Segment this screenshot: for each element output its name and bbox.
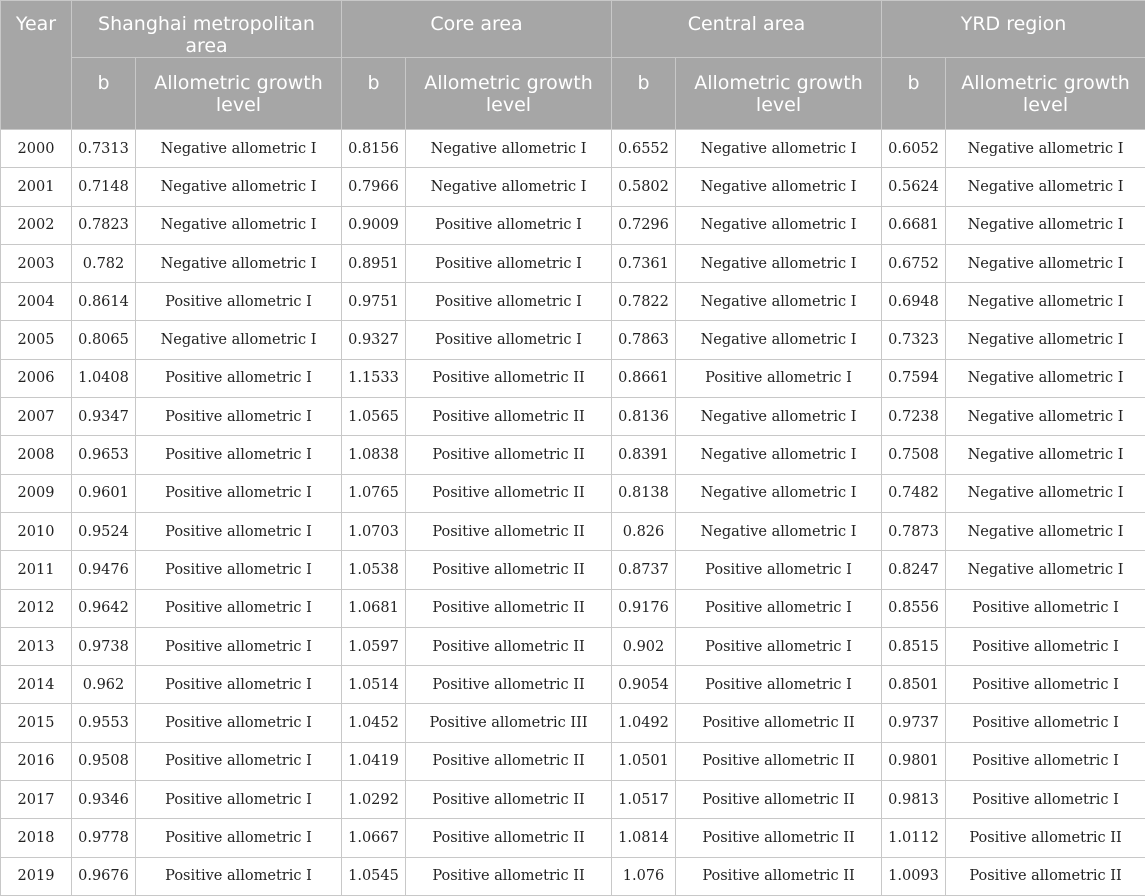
- table-row: [1, 781, 1145, 819]
- growth-level-cell: Positive allometric II: [406, 627, 612, 665]
- b-value-cell: 0.6552: [612, 130, 676, 168]
- growth-level-cell: Negative allometric I: [676, 474, 882, 512]
- growth-level-cell: Positive allometric II: [406, 512, 612, 550]
- b-value-cell: 1.0501: [612, 742, 676, 780]
- growth-level-cell: Positive allometric II: [406, 819, 612, 857]
- growth-level-cell: Negative allometric I: [946, 359, 1145, 397]
- table-row: [1, 321, 1145, 359]
- b-value-cell: 1.0452: [342, 704, 406, 742]
- growth-level-cell: Positive allometric I: [676, 666, 882, 704]
- b-value-cell: 0.9801: [882, 742, 946, 780]
- b-value-cell: 0.9553: [72, 704, 136, 742]
- growth-level-cell: Positive allometric I: [136, 742, 342, 780]
- b-value-cell: 0.8515: [882, 627, 946, 665]
- b-value-cell: 1.0703: [342, 512, 406, 550]
- b-value-cell: 0.9054: [612, 666, 676, 704]
- year-cell: 2006: [1, 359, 72, 397]
- growth-level-cell: Positive allometric I: [946, 666, 1145, 704]
- year-cell: 2000: [1, 130, 72, 168]
- growth-level-cell: Positive allometric II: [406, 589, 612, 627]
- growth-level-cell: Positive allometric II: [676, 704, 882, 742]
- table-row: [1, 512, 1145, 550]
- table-row: [1, 474, 1145, 512]
- b-value-cell: 1.0492: [612, 704, 676, 742]
- year-cell: 2009: [1, 474, 72, 512]
- growth-level-cell: Negative allometric I: [676, 436, 882, 474]
- b-value-cell: 1.0419: [342, 742, 406, 780]
- table-row: [1, 398, 1145, 436]
- growth-level-cell: Negative allometric I: [136, 244, 342, 282]
- b-value-cell: 0.9346: [72, 781, 136, 819]
- growth-level-cell: Negative allometric I: [946, 398, 1145, 436]
- table-row: [1, 666, 1145, 704]
- year-cell: 2011: [1, 551, 72, 589]
- year-cell: 2012: [1, 589, 72, 627]
- b-value-cell: 0.6948: [882, 283, 946, 321]
- b-header: b: [72, 58, 136, 130]
- b-value-cell: 0.9508: [72, 742, 136, 780]
- year-cell: 2007: [1, 398, 72, 436]
- b-value-cell: 0.7873: [882, 512, 946, 550]
- growth-level-cell: Negative allometric I: [136, 168, 342, 206]
- year-cell: 2005: [1, 321, 72, 359]
- growth-level-cell: Positive allometric I: [136, 781, 342, 819]
- b-value-cell: 0.7148: [72, 168, 136, 206]
- b-value-cell: 1.0112: [882, 819, 946, 857]
- table-body: [1, 130, 1145, 896]
- b-value-cell: 0.9176: [612, 589, 676, 627]
- b-value-cell: 1.076: [612, 857, 676, 895]
- b-value-cell: 1.0667: [342, 819, 406, 857]
- growth-level-cell: Negative allometric I: [136, 321, 342, 359]
- group-header-core: Core area: [342, 1, 612, 58]
- growth-level-cell: Positive allometric III: [406, 704, 612, 742]
- growth-level-cell: Negative allometric I: [946, 283, 1145, 321]
- table-row: [1, 283, 1145, 321]
- b-value-cell: 0.9476: [72, 551, 136, 589]
- b-value-cell: 0.9737: [882, 704, 946, 742]
- b-value-cell: 0.7508: [882, 436, 946, 474]
- b-value-cell: 0.8136: [612, 398, 676, 436]
- table-row: [1, 589, 1145, 627]
- growth-level-cell: Positive allometric I: [136, 436, 342, 474]
- b-value-cell: 0.782: [72, 244, 136, 282]
- b-value-cell: 0.8661: [612, 359, 676, 397]
- b-value-cell: 0.7313: [72, 130, 136, 168]
- level-header: Allometric growth level: [676, 58, 882, 130]
- b-value-cell: 0.5802: [612, 168, 676, 206]
- growth-level-cell: Negative allometric I: [946, 206, 1145, 244]
- table-row: [1, 436, 1145, 474]
- b-value-cell: 0.9738: [72, 627, 136, 665]
- b-value-cell: 0.9751: [342, 283, 406, 321]
- growth-level-cell: Negative allometric I: [406, 168, 612, 206]
- growth-level-cell: Positive allometric I: [136, 589, 342, 627]
- growth-level-cell: Negative allometric I: [676, 512, 882, 550]
- header-row-columns: [1, 58, 1145, 130]
- growth-level-cell: Positive allometric I: [136, 704, 342, 742]
- level-header: Allometric growth level: [406, 58, 612, 130]
- year-cell: 2003: [1, 244, 72, 282]
- growth-level-cell: Positive allometric II: [676, 781, 882, 819]
- b-value-cell: 1.0292: [342, 781, 406, 819]
- year-cell: 2018: [1, 819, 72, 857]
- growth-level-cell: Negative allometric I: [946, 130, 1145, 168]
- growth-level-cell: Positive allometric II: [676, 742, 882, 780]
- growth-level-cell: Positive allometric I: [136, 627, 342, 665]
- b-value-cell: 0.7863: [612, 321, 676, 359]
- growth-level-cell: Positive allometric II: [676, 857, 882, 895]
- growth-level-cell: Positive allometric I: [946, 589, 1145, 627]
- growth-level-cell: Positive allometric II: [406, 436, 612, 474]
- b-value-cell: 0.9778: [72, 819, 136, 857]
- year-cell: 2014: [1, 666, 72, 704]
- table-row: [1, 819, 1145, 857]
- b-value-cell: 0.826: [612, 512, 676, 550]
- b-value-cell: 0.8951: [342, 244, 406, 282]
- b-value-cell: 0.8556: [882, 589, 946, 627]
- b-value-cell: 1.0565: [342, 398, 406, 436]
- growth-level-cell: Positive allometric I: [406, 244, 612, 282]
- level-header: Allometric growth level: [946, 58, 1145, 130]
- table-row: [1, 857, 1145, 895]
- year-cell: 2017: [1, 781, 72, 819]
- table-row: [1, 704, 1145, 742]
- b-value-cell: 0.8391: [612, 436, 676, 474]
- b-value-cell: 0.9653: [72, 436, 136, 474]
- b-value-cell: 1.0597: [342, 627, 406, 665]
- year-cell: 2010: [1, 512, 72, 550]
- b-value-cell: 0.7823: [72, 206, 136, 244]
- b-value-cell: 0.6752: [882, 244, 946, 282]
- table-row: [1, 551, 1145, 589]
- table-row: [1, 742, 1145, 780]
- header-row-groups: [1, 1, 1145, 58]
- growth-level-cell: Negative allometric I: [406, 130, 612, 168]
- growth-level-cell: Negative allometric I: [676, 321, 882, 359]
- b-value-cell: 0.5624: [882, 168, 946, 206]
- b-value-cell: 1.0538: [342, 551, 406, 589]
- growth-level-cell: Negative allometric I: [946, 321, 1145, 359]
- b-value-cell: 1.0517: [612, 781, 676, 819]
- b-value-cell: 1.0765: [342, 474, 406, 512]
- growth-level-cell: Negative allometric I: [946, 436, 1145, 474]
- growth-level-cell: Negative allometric I: [676, 398, 882, 436]
- growth-level-cell: Positive allometric I: [946, 742, 1145, 780]
- year-cell: 2016: [1, 742, 72, 780]
- growth-level-cell: Positive allometric I: [136, 666, 342, 704]
- growth-level-cell: Positive allometric I: [676, 589, 882, 627]
- b-header: b: [342, 58, 406, 130]
- growth-level-cell: Positive allometric I: [136, 398, 342, 436]
- growth-level-cell: Positive allometric I: [136, 512, 342, 550]
- b-value-cell: 0.9676: [72, 857, 136, 895]
- group-header-yrd: YRD region: [882, 1, 1145, 58]
- b-value-cell: 1.0408: [72, 359, 136, 397]
- b-value-cell: 0.7296: [612, 206, 676, 244]
- table-row: [1, 130, 1145, 168]
- year-cell: 2002: [1, 206, 72, 244]
- b-value-cell: 0.8138: [612, 474, 676, 512]
- b-value-cell: 1.1533: [342, 359, 406, 397]
- b-value-cell: 0.7323: [882, 321, 946, 359]
- growth-level-cell: Negative allometric I: [946, 512, 1145, 550]
- growth-level-cell: Positive allometric II: [946, 857, 1145, 895]
- table-row: [1, 244, 1145, 282]
- growth-level-cell: Negative allometric I: [136, 130, 342, 168]
- table-row: [1, 359, 1145, 397]
- b-value-cell: 1.0681: [342, 589, 406, 627]
- growth-level-cell: Negative allometric I: [946, 474, 1145, 512]
- growth-level-cell: Positive allometric II: [406, 398, 612, 436]
- growth-level-cell: Positive allometric II: [406, 857, 612, 895]
- growth-level-cell: Positive allometric II: [406, 742, 612, 780]
- growth-level-cell: Negative allometric I: [676, 168, 882, 206]
- b-header: b: [612, 58, 676, 130]
- group-header-shanghai: Shanghai metropolitan area: [72, 1, 342, 58]
- growth-level-cell: Positive allometric II: [406, 359, 612, 397]
- growth-level-cell: Negative allometric I: [946, 244, 1145, 282]
- b-value-cell: 0.962: [72, 666, 136, 704]
- b-value-cell: 0.6052: [882, 130, 946, 168]
- growth-level-cell: Positive allometric I: [406, 321, 612, 359]
- year-header: Year: [1, 1, 72, 130]
- growth-level-cell: Negative allometric I: [136, 206, 342, 244]
- growth-level-cell: Positive allometric I: [136, 474, 342, 512]
- group-header-central: Central area: [612, 1, 882, 58]
- b-value-cell: 0.9327: [342, 321, 406, 359]
- b-value-cell: 0.7361: [612, 244, 676, 282]
- growth-level-cell: Positive allometric I: [406, 206, 612, 244]
- growth-level-cell: Negative allometric I: [676, 244, 882, 282]
- growth-level-cell: Positive allometric I: [136, 819, 342, 857]
- growth-level-cell: Positive allometric I: [946, 704, 1145, 742]
- growth-level-cell: Positive allometric II: [406, 474, 612, 512]
- year-cell: 2001: [1, 168, 72, 206]
- growth-level-cell: Positive allometric II: [676, 819, 882, 857]
- b-value-cell: 0.9601: [72, 474, 136, 512]
- b-value-cell: 0.8737: [612, 551, 676, 589]
- level-header: Allometric growth level: [136, 58, 342, 130]
- b-value-cell: 1.0814: [612, 819, 676, 857]
- b-value-cell: 0.8065: [72, 321, 136, 359]
- growth-level-cell: Negative allometric I: [676, 283, 882, 321]
- growth-level-cell: Positive allometric II: [406, 551, 612, 589]
- growth-level-cell: Positive allometric I: [136, 551, 342, 589]
- growth-level-cell: Positive allometric II: [946, 819, 1145, 857]
- growth-level-cell: Negative allometric I: [676, 206, 882, 244]
- b-value-cell: 0.6681: [882, 206, 946, 244]
- table-row: [1, 206, 1145, 244]
- b-value-cell: 0.8614: [72, 283, 136, 321]
- b-value-cell: 0.7238: [882, 398, 946, 436]
- growth-level-cell: Positive allometric I: [406, 283, 612, 321]
- b-value-cell: 0.9813: [882, 781, 946, 819]
- b-value-cell: 0.9642: [72, 589, 136, 627]
- growth-level-cell: Positive allometric I: [946, 781, 1145, 819]
- growth-level-cell: Negative allometric I: [946, 168, 1145, 206]
- year-cell: 2015: [1, 704, 72, 742]
- b-header: b: [882, 58, 946, 130]
- year-cell: 2019: [1, 857, 72, 895]
- b-value-cell: 0.7966: [342, 168, 406, 206]
- growth-level-cell: Positive allometric II: [406, 781, 612, 819]
- b-value-cell: 0.8247: [882, 551, 946, 589]
- year-cell: 2004: [1, 283, 72, 321]
- growth-level-cell: Positive allometric I: [136, 359, 342, 397]
- b-value-cell: 0.9347: [72, 398, 136, 436]
- growth-level-cell: Positive allometric I: [676, 627, 882, 665]
- growth-level-cell: Positive allometric II: [406, 666, 612, 704]
- table-row: [1, 168, 1145, 206]
- growth-level-cell: Positive allometric I: [136, 283, 342, 321]
- growth-level-cell: Positive allometric I: [676, 551, 882, 589]
- b-value-cell: 0.7482: [882, 474, 946, 512]
- b-value-cell: 0.902: [612, 627, 676, 665]
- year-cell: 2008: [1, 436, 72, 474]
- growth-level-cell: Negative allometric I: [676, 130, 882, 168]
- b-value-cell: 0.8156: [342, 130, 406, 168]
- table-row: [1, 627, 1145, 665]
- growth-level-cell: Positive allometric I: [946, 627, 1145, 665]
- growth-level-cell: Positive allometric I: [136, 857, 342, 895]
- b-value-cell: 0.7822: [612, 283, 676, 321]
- growth-level-cell: Positive allometric I: [676, 359, 882, 397]
- growth-level-cell: Negative allometric I: [946, 551, 1145, 589]
- b-value-cell: 0.9524: [72, 512, 136, 550]
- b-value-cell: 1.0838: [342, 436, 406, 474]
- b-value-cell: 1.0514: [342, 666, 406, 704]
- b-value-cell: 1.0545: [342, 857, 406, 895]
- b-value-cell: 0.7594: [882, 359, 946, 397]
- b-value-cell: 0.9009: [342, 206, 406, 244]
- b-value-cell: 1.0093: [882, 857, 946, 895]
- year-cell: 2013: [1, 627, 72, 665]
- b-value-cell: 0.8501: [882, 666, 946, 704]
